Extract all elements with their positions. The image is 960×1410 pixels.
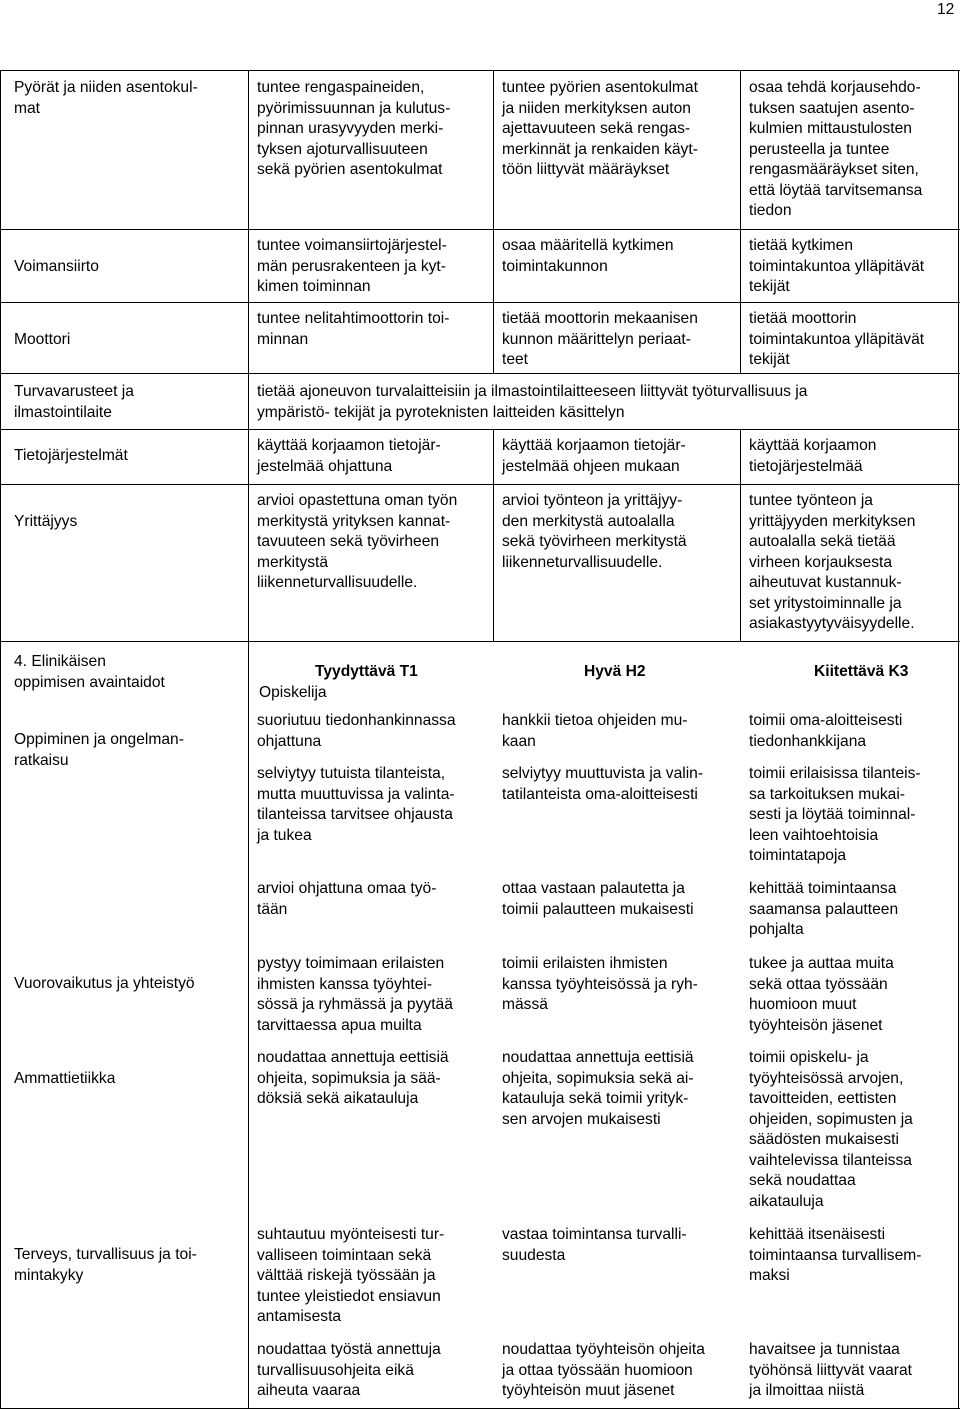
row-label: Terveys, turvallisuus ja toi- mintakyky <box>14 1246 197 1284</box>
cell-k3: kehittää toimintaansa saamansa palautteen pohjalta <box>749 880 899 938</box>
page-number: 12 <box>937 1 955 18</box>
cell-t1: käyttää korjaamon tietojär- jestelmää ohjattuna <box>257 437 441 475</box>
table-border-bottom <box>0 1408 960 1409</box>
column-header-t1: Tyydyttävä T1 <box>315 663 418 680</box>
table-row-divider <box>0 429 960 430</box>
row-label: Moottori <box>14 331 71 348</box>
cell-k3: havaitsee ja tunnistaa työhönsä liittyvät vaarat ja ilmoittaa niistä <box>749 1341 912 1399</box>
cell-k3: toimii oma-aloitteisesti tiedonhankkijana <box>749 712 903 750</box>
cell-k3: tietää kytkimen toimintakuntoa ylläpitävät tekijät <box>749 237 925 295</box>
cell-h2: selviytyy muuttuvista ja valin- tatilanteista oma-aloitteisesti <box>502 765 704 803</box>
cell-k3: toimii opiskelu- ja työyhteisössä arvojen, tavoitteiden, eettisten ohjeiden, sopimusten ja säädösten mukaisesti vaihtelevissa tilanteissa sekä noudattaa aikatauluja <box>749 1049 913 1210</box>
cell-h2: vastaa toimintansa turvalli- suudesta <box>502 1226 687 1264</box>
column-divider <box>248 70 249 1409</box>
table-row-divider <box>0 229 960 230</box>
cell-h2: osaa määritellä kytkimen toimintakunnon <box>502 237 674 275</box>
column-divider <box>0 70 1 1409</box>
cell-h2: hankkii tietoa ohjeiden mu- kaan <box>502 712 688 750</box>
row-label: Ammattietiikka <box>14 1070 116 1087</box>
row-label: Vuorovaikutus ja yhteistyö <box>14 975 195 992</box>
section-title: 4. Elinikäisen oppimisen avaintaidot <box>14 653 165 691</box>
cell-h2: tuntee pyörien asentokulmat ja niiden merkityksen auton ajettavuuteen sekä rengas- merkinnät ja renkaiden käyt- töön liittyvät määräykset <box>502 79 698 178</box>
column-header-k3: Kiitettävä K3 <box>814 663 909 680</box>
row-label: Yrittäjyys <box>14 513 78 530</box>
cell-t1: tuntee rengaspaineiden, pyörimissuunnan ja kulutus- pinnan urasyvyyden merki- tyksen ajoturvallisuuteen sekä pyörien asentokulmat <box>257 79 451 178</box>
column-divider <box>740 429 741 642</box>
cell-t1: tuntee nelitahtimoottorin toi- minnan <box>257 310 450 348</box>
table-row-divider <box>0 373 960 374</box>
cell-h2: arvioi työnteon ja yrittäjyy- den merkitystä autoalalla sekä työvirheen merkitystä liikenneturvallisuudelle. <box>502 492 687 571</box>
cell-k3: kehittää itsenäisesti toimintaansa turvallisem- maksi <box>749 1226 922 1284</box>
column-divider <box>493 70 494 374</box>
cell-h2: käyttää korjaamon tietojär- jestelmää ohjeen mukaan <box>502 437 686 475</box>
row-label: Oppiminen ja ongelman- ratkaisu <box>14 731 184 769</box>
row-label: Pyörät ja niiden asentokul- mat <box>14 79 198 117</box>
cell-t1: suhtautuu myönteisesti tur- valliseen toimintaan sekä välttää riskejä työssään ja tuntee yleistiedot ensiavun antamisesta <box>257 1226 445 1325</box>
cell-h2: noudattaa annettuja eettisiä ohjeita, sopimuksia sekä ai- katauluja sekä toimii yrityk- sen arvojen mukaisesti <box>502 1049 694 1128</box>
cell-t1: tuntee voimansiirtojärjestel- män perusrakenteen ja kyt- kimen toiminnan <box>257 237 447 295</box>
cell-k3: käyttää korjaamon tietojärjestelmää <box>749 437 877 475</box>
cell-t1: selviytyy tutuista tilanteista, mutta muuttuvissa ja valinta- tilanteissa tarvitsee ohjausta ja tukea <box>257 765 455 844</box>
cell-h2: toimii erilaisten ihmisten kanssa työyhteisössä ja ryh- mässä <box>502 955 698 1013</box>
table-border-top <box>0 70 960 71</box>
column-divider <box>740 70 741 374</box>
column-divider <box>493 429 494 642</box>
cell-k3: tietää moottorin toimintakuntoa ylläpitävät tekijät <box>749 310 925 368</box>
cell-k3: tukee ja auttaa muita sekä ottaa työssään huomioon muut työyhteisön jäsenet <box>749 955 894 1034</box>
cell-t1: noudattaa annettuja eettisiä ohjeita, sopimuksia ja sää- döksiä sekä aikatauluja <box>257 1049 449 1107</box>
cell-spanning: tietää ajoneuvon turvalaitteisiin ja ilmastointilaitteeseen liittyvät työturvallisuus ja ympäristö- tekijät ja pyroteknisten laitteiden käsittelyn <box>257 383 808 421</box>
column-divider <box>958 70 959 1409</box>
row-label: Tietojärjestelmät <box>14 447 128 464</box>
cell-k3: toimii erilaisissa tilanteis- sa tarkoituksen mukai- sesti ja löytää toiminnal- leen vaihtoehtoisia toimintatapoja <box>749 765 921 864</box>
table-row-divider <box>0 484 960 485</box>
cell-h2: ottaa vastaan palautetta ja toimii palautteen mukaisesti <box>502 880 694 918</box>
table-border-bottom <box>0 641 960 642</box>
cell-h2: tietää moottorin mekaanisen kunnon määrittelyn periaat- teet <box>502 310 698 368</box>
subheader: Opiskelija <box>259 684 327 701</box>
cell-t1: noudattaa työstä annettuja turvallisuusohjeita eikä aiheuta vaaraa <box>257 1341 441 1399</box>
cell-h2: noudattaa työyhteisön ohjeita ja ottaa työssään huomioon työyhteisön muut jäsenet <box>502 1341 705 1399</box>
table-row-divider <box>0 302 960 303</box>
row-label: Voimansiirto <box>14 258 99 275</box>
cell-k3: tuntee työnteon ja yrittäjyyden merkityksen autoalalla sekä tietää virheen korjauksesta aiheutuvat kustannuk- set yritystoiminnalle ja asiakastyytyväisyydelle. <box>749 492 916 632</box>
column-header-h2: Hyvä H2 <box>584 663 646 680</box>
cell-t1: arvioi ohjattuna omaa työ- tään <box>257 880 437 918</box>
row-label: Turvavarusteet ja ilmastointilaite <box>14 383 134 421</box>
cell-t1: suoriutuu tiedonhankinnassa ohjattuna <box>257 712 456 750</box>
cell-k3: osaa tehdä korjausehdo- tuksen saatujen asento- kulmien mittaustulosten perusteella ja tuntee rengasmääräykset siten, että löytää tarvitsemansa tiedon <box>749 79 923 219</box>
cell-t1: pystyy toimimaan erilaisten ihmisten kanssa työyhtei- sössä ja ryhmässä ja pyytää tarvittaessa apua muilta <box>257 955 453 1034</box>
cell-t1: arvioi opastettuna oman työn merkitystä yrityksen kannat- tavuuteen sekä työvirheen merkitystä liikenneturvallisuudelle. <box>257 492 458 591</box>
